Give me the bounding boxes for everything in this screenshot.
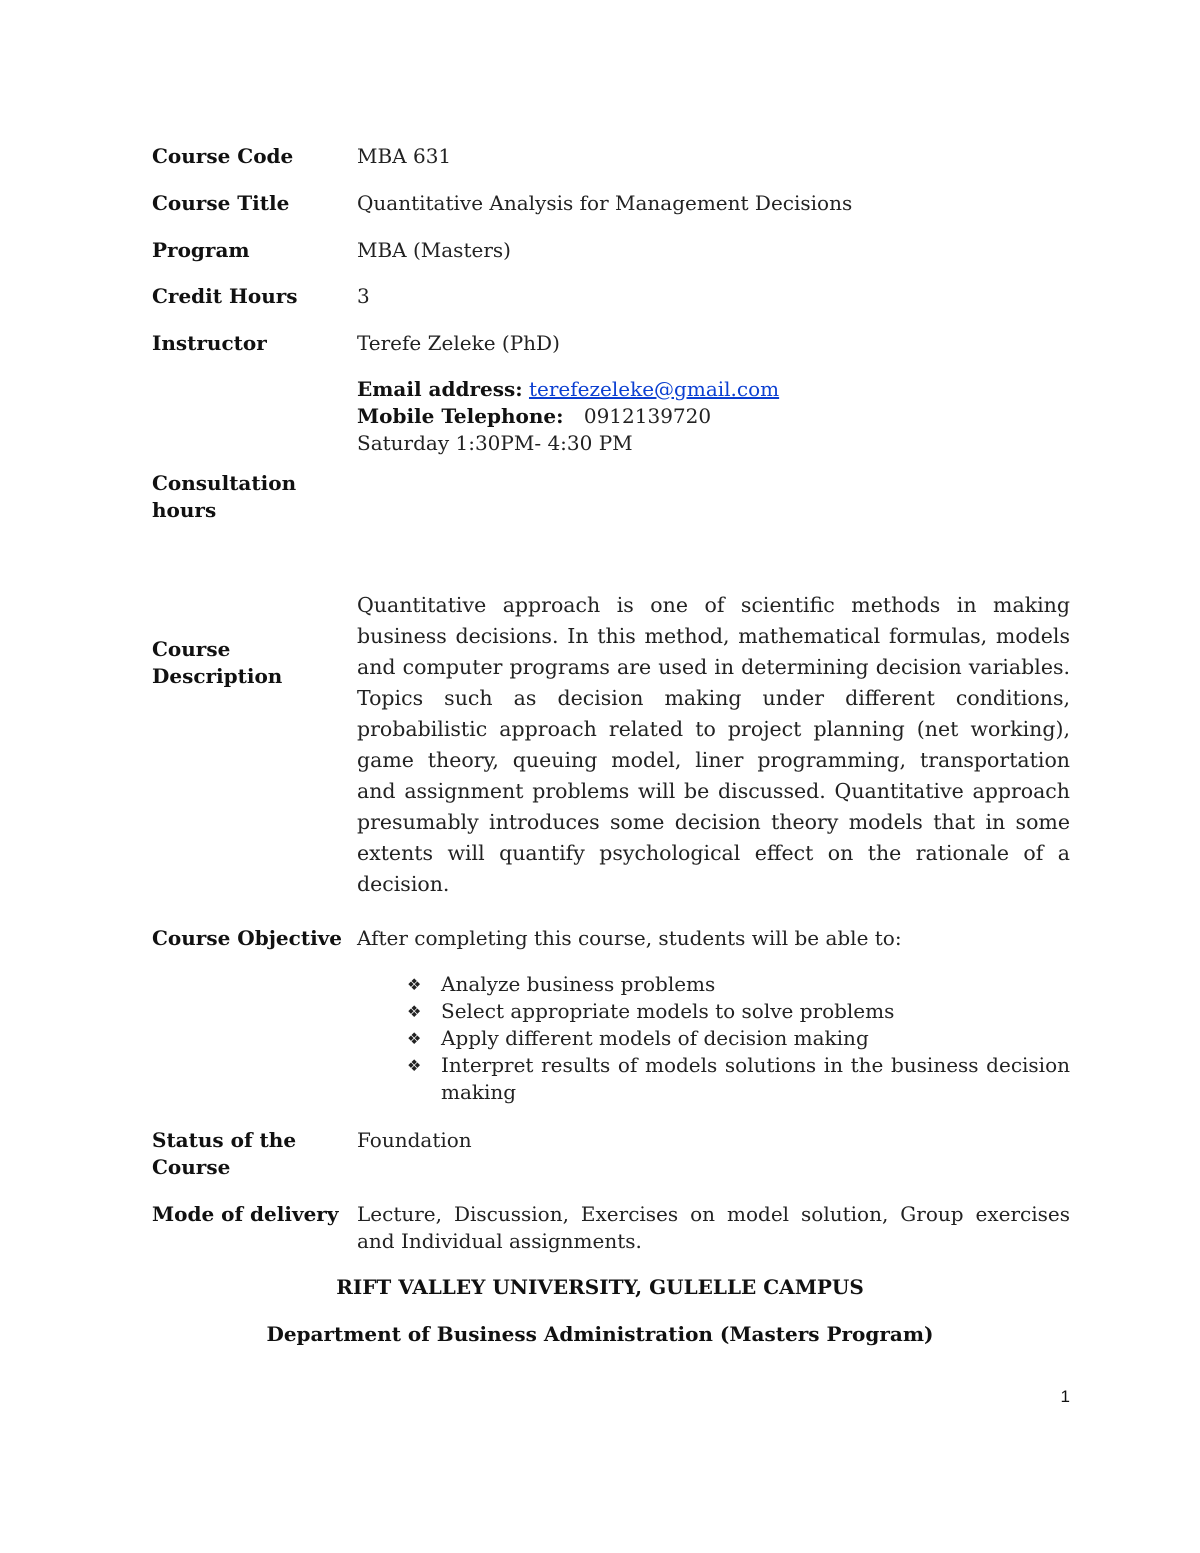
instructor-contact [152, 376, 1070, 458]
email-label: Email address: [357, 377, 523, 401]
consultation-time: Saturday 1:30PM- 4:30 PM [357, 431, 633, 455]
course-code-value: MBA 631 [357, 144, 452, 168]
program-label: Program [152, 238, 250, 262]
list-item [357, 1025, 1070, 1052]
course-title-value: Quantitative Analysis for Management Decisions [357, 191, 853, 215]
consultation-label-line1: Consultation [152, 471, 297, 495]
course-code-row [152, 143, 1070, 170]
credit-hours-value: 3 [357, 284, 370, 308]
department-heading: Department of Business Administration (Masters Program) [266, 1322, 934, 1346]
consultation-label [152, 470, 342, 524]
diamond-bullet-icon: ❖ [407, 1002, 422, 1021]
list-item [357, 998, 1070, 1025]
consultation-label-line2: hours [152, 498, 217, 522]
description-label-line1: Course [152, 637, 231, 661]
course-title-row [152, 190, 1070, 217]
email-link[interactable]: terefezeleke@gmail.com [528, 377, 780, 401]
email-line [357, 376, 1070, 403]
instructor-row [152, 330, 1070, 357]
description-row [152, 590, 1070, 896]
status-label-line1: Status of the [152, 1128, 297, 1152]
credit-hours-label: Credit Hours [152, 284, 298, 308]
objective-item-text: Analyze business problems [441, 972, 716, 996]
status-label [152, 1127, 342, 1181]
delivery-value: Lecture, Discussion, Exercises on model solution, Group exercises and Individual assignments. [357, 1202, 1070, 1253]
objective-item-text: Interpret results of models solutions in the business decision making [441, 1053, 1070, 1104]
phone-label: Mobile Telephone: [357, 404, 564, 428]
status-row [152, 1127, 1070, 1181]
phone-value: 0912139720 [583, 404, 712, 428]
course-code-label: Course Code [152, 144, 294, 168]
status-label-line2: Course [152, 1155, 231, 1179]
program-row [152, 237, 1070, 264]
description-label [152, 636, 342, 690]
description-text: Quantitative approach is one of scientific methods in making business decisions. In this method, mathematical formulas, models and computer programs are used in determining decision variables. Topics such as decision making under different conditions, probabilistic approach related to project planning (net working), game theory, queuing model, liner programming, transportation and assignment problems will be discussed. Quantitative approach presumably introduces some decision theory models that in some extents will quantify psychological effect on the rationale of a decision. [357, 593, 1070, 896]
program-value: MBA (Masters) [357, 238, 511, 262]
objective-label: Course Objective [152, 926, 343, 950]
course-title-label: Course Title [152, 191, 290, 215]
university-heading: RIFT VALLEY UNIVERSITY, GULELLE CAMPUS [336, 1275, 864, 1299]
diamond-bullet-icon: ❖ [407, 975, 422, 994]
objective-intro: After completing this course, students will be able to: [357, 926, 902, 950]
diamond-bullet-icon: ❖ [407, 1056, 422, 1075]
instructor-label: Instructor [152, 331, 267, 355]
instructor-name: Terefe Zeleke (PhD) [357, 331, 560, 355]
delivery-row [152, 1201, 1070, 1255]
status-value: Foundation [357, 1128, 472, 1152]
list-item [357, 1052, 1070, 1106]
objective-list-wrap [357, 971, 1070, 1106]
objective-item-text: Apply different models of decision making [441, 1026, 869, 1050]
consultation-row [152, 470, 1070, 524]
page-number: 1 [1060, 1387, 1070, 1406]
delivery-label: Mode of delivery [152, 1202, 339, 1226]
credit-hours-row [152, 283, 1070, 310]
description-label-line2: Description [152, 664, 283, 688]
diamond-bullet-icon: ❖ [407, 1029, 422, 1048]
objective-list [357, 971, 1070, 1106]
objective-row [152, 925, 1070, 1115]
list-item [357, 971, 1070, 998]
phone-line [357, 403, 1070, 430]
objective-item-text: Select appropriate models to solve problems [441, 999, 895, 1023]
